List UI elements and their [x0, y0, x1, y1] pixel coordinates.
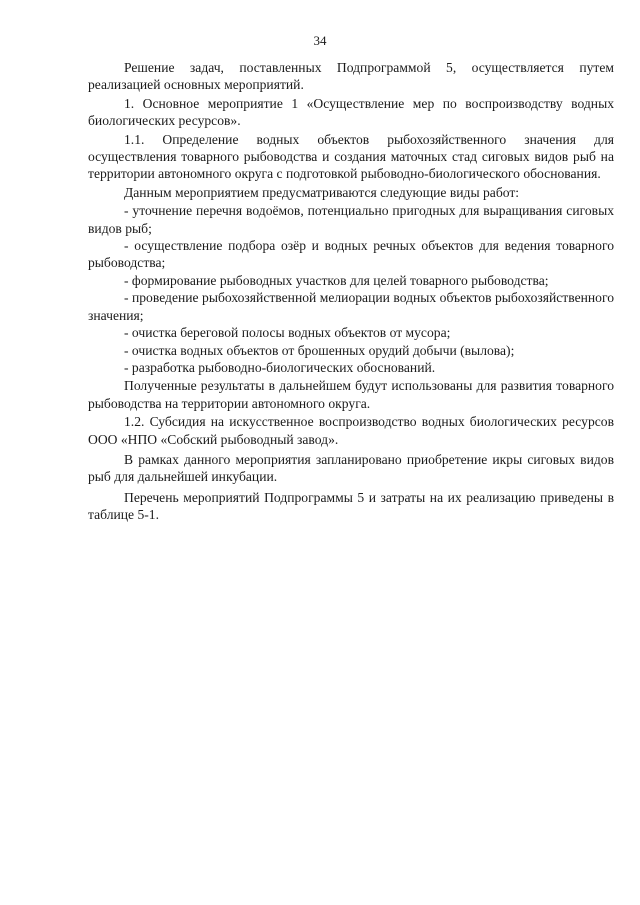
works-intro-paragraph: Данным мероприятием предусматриваются следующие виды работ:	[124, 184, 520, 200]
measure-1-2-paragraph: 1.2. Субсидия на искусственное воспроизводство водных биологических ресурсов ООО «НПО «Собский рыбоводный завод».	[88, 414, 614, 447]
document-body	[88, 59, 614, 524]
results-paragraph: Полученные результаты в дальнейшем будут использованы для развития товарного рыбоводства на территории автономного округа.	[88, 378, 614, 411]
list-item: - очистка водных объектов от брошенных орудий добычи (вылова);	[124, 342, 515, 358]
list-item: - формирование рыбоводных участков для целей товарного рыбоводства;	[124, 272, 549, 288]
intro-paragraph: Решение задач, поставленных Подпрограммой 5, осуществляется путем реализацией основных мероприятий.	[88, 60, 614, 93]
list-item: - уточнение перечня водоёмов, потенциально пригодных для выращивания сиговых видов рыб;	[88, 203, 614, 236]
list-item: - разработка рыбоводно-биологических обоснований.	[124, 359, 436, 375]
measure-1-1-paragraph: 1.1. Определение водных объектов рыбохозяйственного значения для осуществления товарного рыбоводства и создания маточных стад сиговых видов рыб на территории автономного округа с подготовкой рыбоводно-биологического обоснования.	[88, 131, 614, 182]
measure-1-paragraph: 1. Основное мероприятие 1 «Осуществление мер по воспроизводству водных биологических ресурсов».	[88, 95, 614, 129]
list-item: - проведение рыбохозяйственной мелиорации водных объектов рыбохозяйственного значения;	[88, 290, 614, 323]
purchase-paragraph: В рамках данного мероприятия запланировано приобретение икры сиговых видов рыб для дальнейшей инкубации.	[88, 451, 614, 485]
works-list	[88, 202, 614, 376]
list-item: - очистка береговой полосы водных объектов от мусора;	[124, 325, 451, 341]
page-number: 34	[313, 33, 327, 48]
list-item: - осуществление подбора озёр и водных речных объектов для ведения товарного рыбоводства;	[88, 238, 614, 271]
closing-paragraph: Перечень мероприятий Подпрограммы 5 и затраты на их реализацию приведены в таблице 5-1.	[88, 489, 614, 523]
